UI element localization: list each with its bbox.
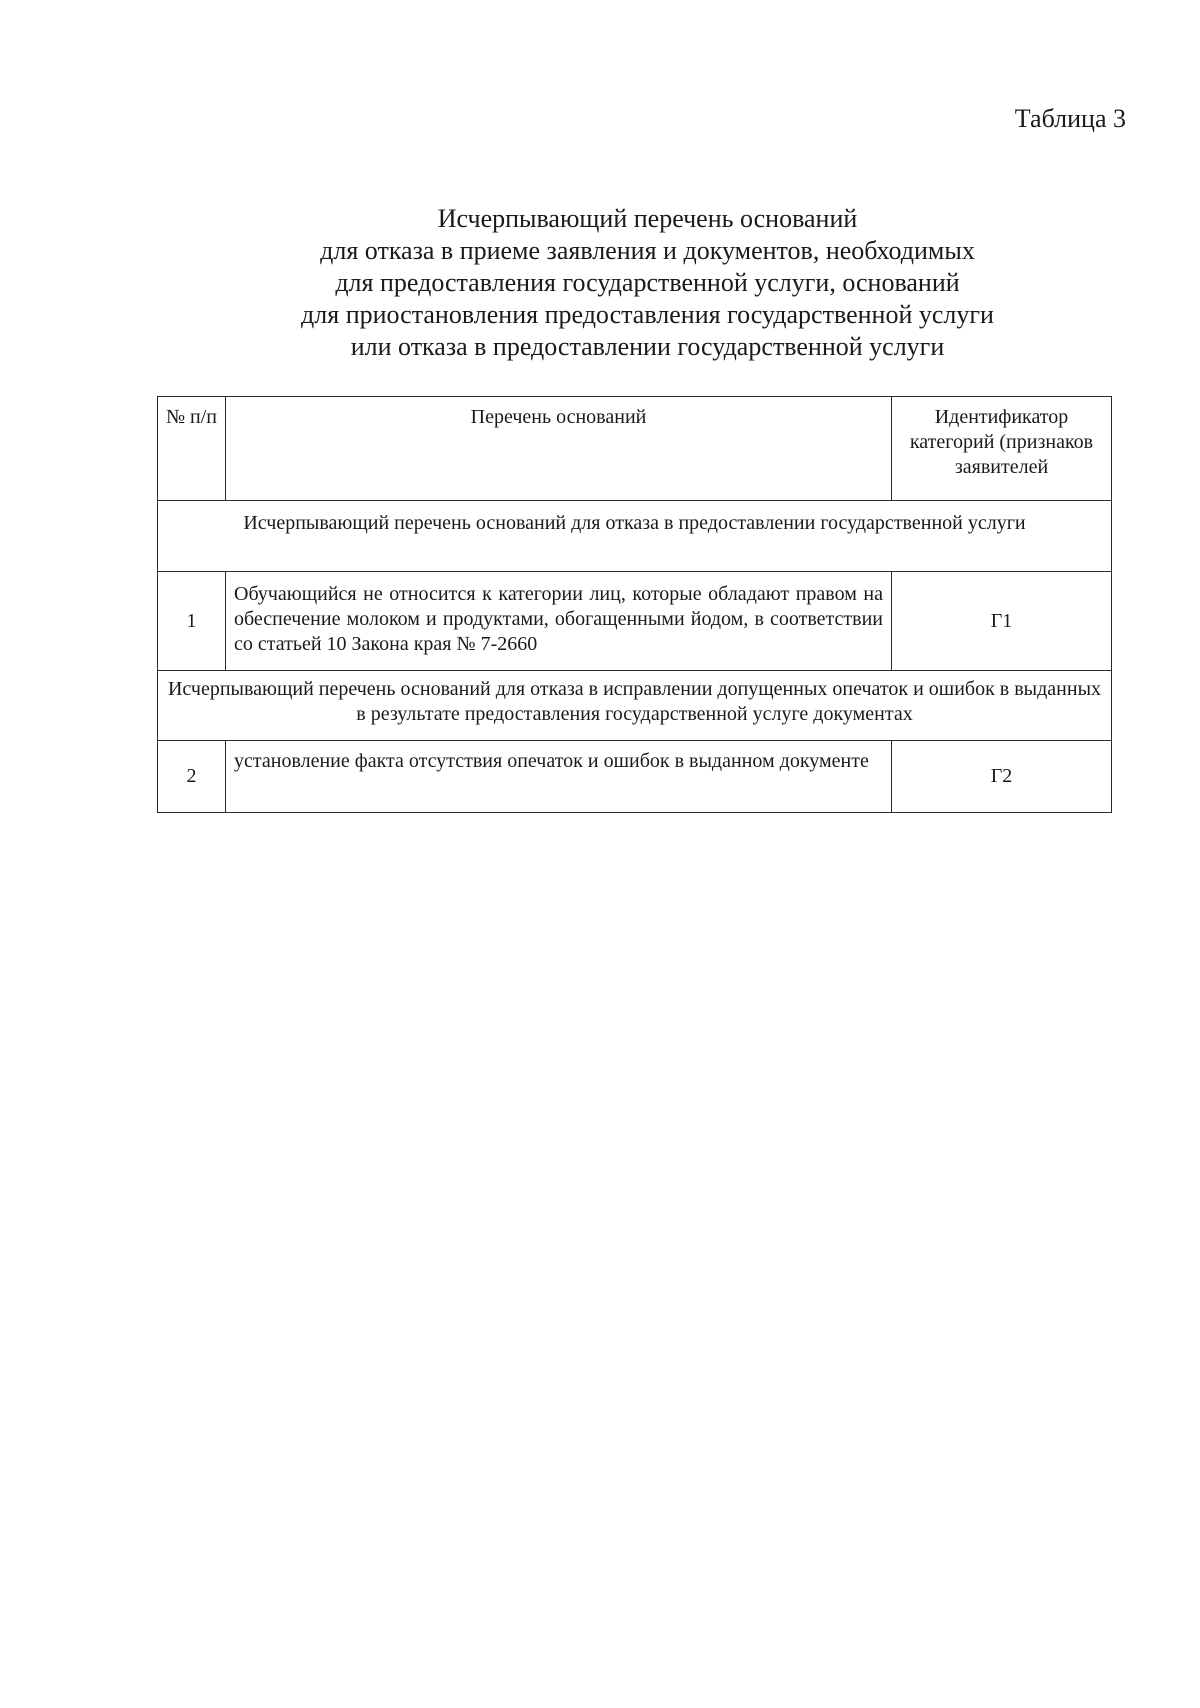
table-header-row: [158, 397, 1112, 501]
title-line: для отказа в приеме заявления и документов, необходимых: [320, 236, 975, 265]
title-line: для предоставления государственной услуги, оснований: [335, 268, 960, 297]
header-identifier: Идентификатор категорий (признаков заявителей: [892, 397, 1112, 501]
table-row: [158, 741, 1112, 813]
row-identifier: Г2: [892, 741, 1112, 813]
row-identifier: Г1: [892, 572, 1112, 671]
table-row: [158, 572, 1112, 671]
row-grounds-text: установление факта отсутствия опечаток и ошибок в выданном документе: [226, 741, 892, 813]
grounds-table: [157, 396, 1112, 813]
table-caption: Таблица 3: [1014, 104, 1126, 133]
row-number: 2: [158, 741, 226, 813]
header-number: № п/п: [158, 397, 226, 501]
title-line: для приостановления предоставления государственной услуги: [301, 300, 994, 329]
row-number: 1: [158, 572, 226, 671]
section-title-refusal: Исчерпывающий перечень оснований для отказа в предоставлении государственной услуги: [158, 501, 1112, 572]
header-grounds: Перечень оснований: [226, 397, 892, 501]
document-title: [150, 203, 1145, 363]
section-title-corrections: Исчерпывающий перечень оснований для отказа в исправлении допущенных опечаток и ошибок в выданных в результате предоставления государственной услуге документах: [158, 671, 1112, 741]
title-line: Исчерпывающий перечень оснований: [437, 204, 858, 233]
title-line: или отказа в предоставлении государственной услуги: [350, 332, 945, 361]
row-grounds-text: Обучающийся не относится к категории лиц, которые обладают правом на обеспечение молоком и продуктами, обогащенными йодом, в соответствии со статьей 10 Закона края № 7-2660: [226, 572, 892, 671]
section-row: [158, 671, 1112, 741]
section-row: [158, 501, 1112, 572]
